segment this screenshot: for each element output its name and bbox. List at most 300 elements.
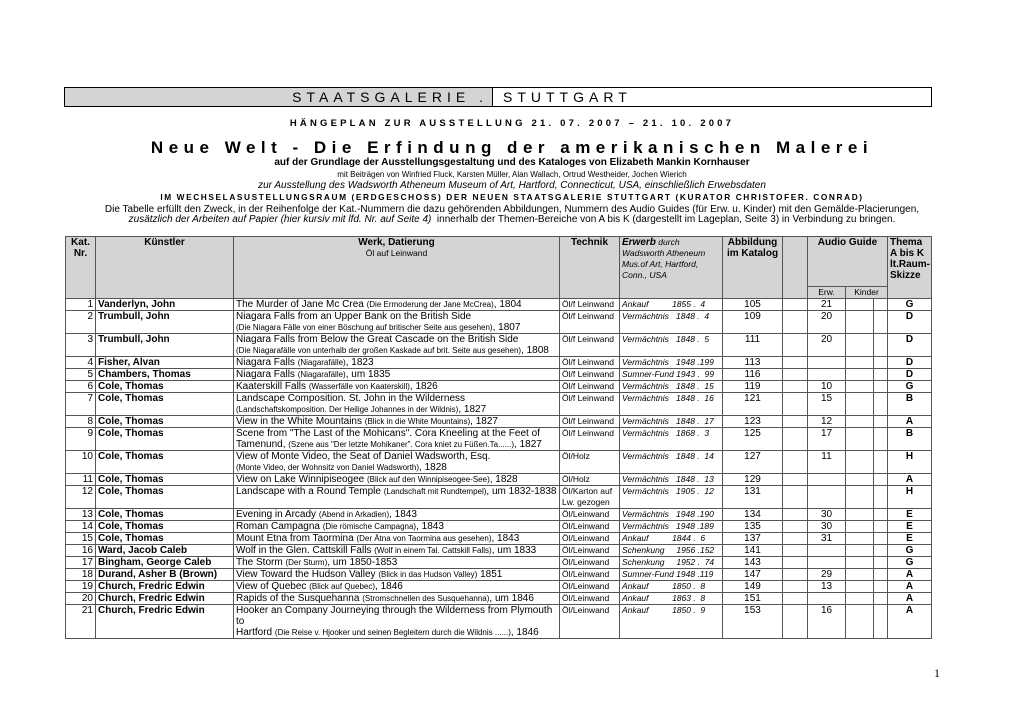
header-audio-erw: Erw. [808, 287, 846, 299]
blank-cell [783, 509, 808, 521]
artist-name: Bingham, George Caleb [96, 557, 234, 569]
acquisition: Vermächtnis 1848 . 15 [620, 381, 723, 393]
table-row [66, 428, 932, 451]
blank-cell [783, 451, 808, 474]
work-title-main: Landscape with a Round Temple [236, 486, 381, 497]
work-title-main: Roman Campagna [236, 521, 320, 532]
work-date: 1851 [477, 569, 503, 580]
table-row [66, 311, 932, 334]
theme-letter: A [888, 416, 932, 428]
catalog-figure: 105 [723, 299, 783, 311]
audio-adult: 11 [808, 451, 846, 474]
cat-number: 7 [66, 393, 96, 416]
audio-kids [846, 311, 874, 334]
blank-cell [783, 381, 808, 393]
audio-extra [874, 569, 888, 581]
catalog-figure: 111 [723, 334, 783, 357]
blank-cell [783, 416, 808, 428]
header-work-sub: Öl auf Leinwand [365, 248, 428, 258]
work-title-german: (Die Ermoderung der Jane McCrea) [366, 300, 494, 309]
audio-adult [808, 557, 846, 569]
work-title [234, 416, 560, 428]
table-row [66, 486, 932, 509]
audio-adult [808, 369, 846, 381]
audio-kids [846, 393, 874, 416]
cat-number: 11 [66, 474, 96, 486]
theme-letter: H [888, 486, 932, 509]
audio-adult [808, 486, 846, 509]
catalog-figure: 129 [723, 474, 783, 486]
acquisition: Vermächtnis 1848 . 17 [620, 416, 723, 428]
work-title-main: Scene from "The Last of the Mohicans". Cora Kneeling at the Feet of [236, 428, 540, 439]
catalog-figure: 137 [723, 533, 783, 545]
audio-adult: 29 [808, 569, 846, 581]
theme-letter: G [888, 299, 932, 311]
work-date: , 1843 [389, 509, 417, 520]
artist-name: Cole, Thomas [96, 416, 234, 428]
acquisition: Vermächtnis 1948 .189 [620, 521, 723, 533]
work-title-german: (Wasserfälle von Kaaterskill) [308, 382, 410, 391]
work-title-german: (Stromschnellen des Susquehanna) [362, 594, 490, 603]
acquisition: Sumner-Fund 1943 . 99 [620, 369, 723, 381]
theme-letter: D [888, 369, 932, 381]
blank-cell [783, 533, 808, 545]
acquisition: Vermächtnis 1848 . 4 [620, 311, 723, 334]
audio-kids [846, 416, 874, 428]
artist-name: Vanderlyn, John [96, 299, 234, 311]
technique: Öl/f Leinwand [560, 416, 620, 428]
audio-extra [874, 311, 888, 334]
purpose-line-2 [0, 214, 1024, 225]
audio-extra [874, 474, 888, 486]
audio-adult [808, 545, 846, 557]
work-title-german: (Abend in Arkadien) [318, 510, 390, 519]
work-title [234, 486, 560, 509]
technique: Öl/f Leinwand [560, 381, 620, 393]
work-date: , 1804 [493, 299, 522, 310]
catalog-figure: 141 [723, 545, 783, 557]
audio-extra [874, 299, 888, 311]
audio-extra [874, 416, 888, 428]
work-date-2: , 1808 [521, 345, 549, 356]
catalog-figure: 113 [723, 357, 783, 369]
theme-letter: B [888, 393, 932, 416]
work-title [234, 381, 560, 393]
technique: Öl/Karton auf Lw. gezogen [560, 486, 620, 509]
table-row [66, 545, 932, 557]
work-date: , um 1846 [489, 593, 534, 604]
purpose-rest: innerhalb der Themen-Bereiche von A bis K (dargestellt im Lageplan, Seite 3) in Verbindung zu bringen. [436, 214, 896, 225]
audio-adult: 15 [808, 393, 846, 416]
work-title-main: View in the White Mountains [236, 416, 362, 427]
work-title-main: View on Lake Winnipiseogee [236, 474, 365, 485]
theme-letter: A [888, 593, 932, 605]
artist-name: Trumbull, John [96, 334, 234, 357]
audio-kids [846, 605, 874, 639]
work-title-main: View Toward the Hudson Valley [236, 569, 376, 580]
header-technik: Technik [560, 237, 620, 299]
table-row [66, 334, 932, 357]
audio-adult: 30 [808, 521, 846, 533]
artist-name: Fisher, Alvan [96, 357, 234, 369]
work-date: , 1827 [470, 416, 498, 427]
technique: Öl/Leinwand [560, 545, 620, 557]
work-date: , um 1833 [491, 545, 537, 556]
work-title-german-2: (Die Niagarafälle von unterhalb der großen Kaskade auf brit. Seite aus gesehen) [236, 346, 522, 355]
audio-adult: 21 [808, 299, 846, 311]
work-title-german: (Der Sturm) [285, 558, 328, 567]
cat-number: 2 [66, 311, 96, 334]
audio-kids [846, 369, 874, 381]
cat-number: 16 [66, 545, 96, 557]
work-title [234, 451, 560, 474]
cat-number: 15 [66, 533, 96, 545]
acquisition: Ankauf 1844 . 6 [620, 533, 723, 545]
work-title [234, 474, 560, 486]
technique: Öl/Leinwand [560, 593, 620, 605]
work-title-german-2: (Szene aus "Der letzte Mohikaner". Cora kniet zu Füßen.Ta......) [288, 440, 515, 449]
header-erwerb-rest: durch Wadsworth Atheneum Mus.of Art, Hartford, Conn., USA [622, 237, 706, 280]
catalog-figure: 151 [723, 593, 783, 605]
audio-adult: 17 [808, 428, 846, 451]
catalog-figure: 116 [723, 369, 783, 381]
table-row [66, 381, 932, 393]
blank-cell [783, 581, 808, 593]
work-title-german-2: (Landschaftskomposition. Der Heilige Johannes in der Wildnis) [236, 405, 459, 414]
audio-extra [874, 605, 888, 639]
blank-cell [783, 334, 808, 357]
header-abbildung: Abbildung im Katalog [723, 237, 783, 299]
acquisition: Schenkung 1952 . 74 [620, 557, 723, 569]
work-date-2: , 1846 [510, 627, 539, 638]
technique: Öl/f Leinwand [560, 311, 620, 334]
acquisition: Sumner-Fund 1948 .119 [620, 569, 723, 581]
catalog-figure: 131 [723, 486, 783, 509]
work-title-main: View of Quebec [236, 581, 307, 592]
audio-extra [874, 557, 888, 569]
header-work-label: Werk, Datierung [358, 237, 435, 248]
audio-adult: 20 [808, 334, 846, 357]
audio-kids [846, 486, 874, 509]
audio-kids [846, 357, 874, 369]
technique: Öl/Leinwand [560, 533, 620, 545]
work-title-main: Niagara Falls [236, 357, 295, 368]
audio-kids [846, 381, 874, 393]
work-date: , 1826 [409, 381, 438, 392]
artist-name: Cole, Thomas [96, 428, 234, 451]
artist-name: Cole, Thomas [96, 509, 234, 521]
artist-name: Church, Fredric Edwin [96, 605, 234, 639]
header-nr: Kat. Nr. [66, 237, 96, 299]
audio-kids [846, 593, 874, 605]
hangeplan-heading: HÄNGEPLAN ZUR AUSSTELLUNG 21. 07. 2007 – 21. 10. 2007 [289, 118, 735, 129]
cat-number: 18 [66, 569, 96, 581]
blank-cell [783, 593, 808, 605]
purpose-line: Die Tabelle erfüllt den Zweck, in der Reihenfolge der Kat.-Nummern die dazu gehörenden Abbildungen, Nummern des Audio Guides (für Erw. u. Kinder) mit den Gemälde-Placierungen, [104, 204, 920, 215]
work-title [234, 533, 560, 545]
audio-extra [874, 428, 888, 451]
theme-letter: A [888, 474, 932, 486]
header-blank [783, 237, 808, 299]
work-title-german-2: (Die Niagara Fälle von einer Böschung auf britischer Seite aus gesehen) [236, 323, 493, 332]
technique: Öl/f Leinwand [560, 428, 620, 451]
catalog-figure: 149 [723, 581, 783, 593]
technique: Öl/Leinwand [560, 569, 620, 581]
work-title-main: Rapids of the Susquehanna [236, 593, 360, 604]
work-title [234, 311, 560, 334]
work-title-german: (Niagarafälle) [297, 370, 346, 379]
artist-name: Cole, Thomas [96, 393, 234, 416]
work-title [234, 593, 560, 605]
acquisition: Vermächtnis 1868 . 3 [620, 428, 723, 451]
blank-cell [783, 357, 808, 369]
work-date: , 1823 [345, 357, 374, 368]
technique: Öl/Leinwand [560, 509, 620, 521]
cat-number: 19 [66, 581, 96, 593]
catalog-figure: 123 [723, 416, 783, 428]
work-title-main: Kaaterskill Falls [236, 381, 307, 392]
blank-cell [783, 545, 808, 557]
audio-adult: 13 [808, 581, 846, 593]
artist-name: Church, Fredric Edwin [96, 581, 234, 593]
audio-extra [874, 486, 888, 509]
header-artist: Künstler [96, 237, 234, 299]
table-row [66, 393, 932, 416]
acquisition: Ankauf 1850 . 9 [620, 605, 723, 639]
theme-letter: A [888, 605, 932, 639]
technique: Öl/f Leinwand [560, 393, 620, 416]
acquisition: Ankauf 1855 . 4 [620, 299, 723, 311]
audio-extra [874, 593, 888, 605]
catalog-figure: 119 [723, 381, 783, 393]
catalog-figure: 135 [723, 521, 783, 533]
work-title-german: (Blick auf den Winnipiseogee-See) [367, 475, 490, 484]
catalog-figure: 147 [723, 569, 783, 581]
contributors-line: mit Beiträgen von Winfried Fluck, Karsten Müller, Alan Wallach, Ortrud Westheider, Jochen Wierich [337, 170, 687, 179]
theme-letter: D [888, 334, 932, 357]
technique: Öl/f Leinwand [560, 299, 620, 311]
cat-number: 1 [66, 299, 96, 311]
work-title-german: (Der Ätna von Taormina aus gesehen) [356, 534, 492, 543]
audio-extra [874, 545, 888, 557]
technique: Öl/Leinwand [560, 521, 620, 533]
work-title-main: Niagara Falls [236, 369, 295, 380]
audio-extra [874, 369, 888, 381]
cat-number: 9 [66, 428, 96, 451]
audio-extra [874, 509, 888, 521]
work-title [234, 569, 560, 581]
audio-kids [846, 299, 874, 311]
work-title-main: The Storm [236, 557, 283, 568]
table-row [66, 474, 932, 486]
artist-name: Cole, Thomas [96, 474, 234, 486]
acquisition: Vermächtnis 1848 . 14 [620, 451, 723, 474]
technique: Öl/f Leinwand [560, 334, 620, 357]
audio-adult: 10 [808, 381, 846, 393]
work-title [234, 581, 560, 593]
work-date-2: , 1827 [514, 439, 542, 450]
audio-kids [846, 557, 874, 569]
table-row [66, 593, 932, 605]
cat-number: 3 [66, 334, 96, 357]
page-number: 1 [934, 666, 940, 680]
work-date: , um 1835 [345, 369, 391, 380]
artist-name: Chambers, Thomas [96, 369, 234, 381]
audio-extra [874, 334, 888, 357]
audio-extra [874, 533, 888, 545]
work-title-german: (Blick auf Quebec) [309, 582, 376, 591]
technique: Öl/Holz [560, 451, 620, 474]
artist-name: Cole, Thomas [96, 486, 234, 509]
acquisition: Vermächtnis 1848 . 5 [620, 334, 723, 357]
hangplan-table [65, 236, 932, 639]
work-date: , 1843 [491, 533, 520, 544]
header-erwerb-bold: Erwerb [622, 237, 656, 248]
theme-letter: A [888, 569, 932, 581]
audio-adult: 12 [808, 416, 846, 428]
gallery-title-right: STUTTGART [503, 89, 632, 105]
acquisition: Vermächtnis 1948 .199 [620, 357, 723, 369]
theme-letter: E [888, 521, 932, 533]
work-title-german: (Niagarafälle) [297, 358, 346, 367]
work-date-2: , 1807 [492, 322, 521, 333]
audio-adult: 20 [808, 311, 846, 334]
theme-letter: G [888, 545, 932, 557]
table-row [66, 557, 932, 569]
technique: Öl/f Leinwand [560, 357, 620, 369]
work-title-cont: Tamenund, [236, 439, 286, 450]
catalog-figure: 143 [723, 557, 783, 569]
blank-cell [783, 569, 808, 581]
cat-number: 17 [66, 557, 96, 569]
header-audio: Audio Guide [808, 237, 888, 287]
catalog-figure: 109 [723, 311, 783, 334]
catalog-figure: 125 [723, 428, 783, 451]
acquisition: Vermächtnis 1905 . 12 [620, 486, 723, 509]
audio-extra [874, 521, 888, 533]
audio-adult [808, 474, 846, 486]
technique: Öl/f Leinwand [560, 369, 620, 381]
audio-kids [846, 521, 874, 533]
blank-cell [783, 557, 808, 569]
audio-kids [846, 533, 874, 545]
theme-letter: B [888, 428, 932, 451]
subtitle-line: auf der Grundlage der Ausstellungsgestaltung und des Kataloges von Elizabeth Mankin Kornhauser [274, 157, 750, 168]
audio-kids [846, 581, 874, 593]
artist-name: Church, Fredric Edwin [96, 593, 234, 605]
acquisition: Vermächtnis 1948 .190 [620, 509, 723, 521]
artist-name: Cole, Thomas [96, 533, 234, 545]
purpose-italic: zusätzlich der Arbeiten auf Papier (hier kursiv mit lfd. Nr. auf Seite 4) [128, 214, 432, 225]
work-title-cont: Hartford [236, 627, 273, 638]
catalog-figure: 121 [723, 393, 783, 416]
blank-cell [783, 311, 808, 334]
work-title [234, 369, 560, 381]
acquisition: Ankauf 1863 . 8 [620, 593, 723, 605]
work-title-main: Niagara Falls from Below the Great Cascade on the British Side [236, 334, 519, 345]
theme-letter: E [888, 533, 932, 545]
work-date-2: , 1827 [458, 404, 487, 415]
artist-name: Cole, Thomas [96, 451, 234, 474]
theme-letter: D [888, 357, 932, 369]
theme-letter: E [888, 509, 932, 521]
table-row [66, 369, 932, 381]
cat-number: 10 [66, 451, 96, 474]
theme-letter: G [888, 381, 932, 393]
cat-number: 12 [66, 486, 96, 509]
audio-kids [846, 428, 874, 451]
work-title-main: The Murder of Jane Mc Crea [236, 299, 364, 310]
table-row [66, 416, 932, 428]
technique: Öl/Leinwand [560, 605, 620, 639]
cat-number: 14 [66, 521, 96, 533]
catalog-figure: 127 [723, 451, 783, 474]
blank-cell [783, 369, 808, 381]
header-erwerb [620, 237, 723, 299]
cat-number: 5 [66, 369, 96, 381]
work-title [234, 557, 560, 569]
work-title-main: Evening in Arcady [236, 509, 317, 520]
work-title-main: Hooker an Company Journeying through the Wilderness from Plymouth to [236, 605, 553, 627]
work-title-main: Niagara Falls from an Upper Bank on the British Side [236, 311, 472, 322]
table-row [66, 299, 932, 311]
audio-kids [846, 569, 874, 581]
audio-adult: 16 [808, 605, 846, 639]
acquisition: Ankauf 1850 . 8 [620, 581, 723, 593]
gallery-title-left: STAATSGALERIE . [65, 88, 493, 106]
artist-name: Trumbull, John [96, 311, 234, 334]
work-title [234, 334, 560, 357]
work-title-german: (Die römische Campagna) [322, 522, 417, 531]
artist-name: Cole, Thomas [96, 381, 234, 393]
theme-letter: G [888, 557, 932, 569]
work-title-german: (Blick in das Hudson Valley) [378, 570, 478, 579]
technique: Öl/Leinwand [560, 581, 620, 593]
table-row [66, 533, 932, 545]
work-title-german: (Blick in die White Mountains) [364, 417, 471, 426]
work-date-2: , 1828 [419, 462, 447, 473]
catalog-figure: 134 [723, 509, 783, 521]
work-title [234, 299, 560, 311]
cat-number: 20 [66, 593, 96, 605]
theme-letter: H [888, 451, 932, 474]
table-row [66, 521, 932, 533]
work-title [234, 509, 560, 521]
work-title-main: Landscape Composition. St. John in the Wilderness [236, 393, 466, 404]
work-title [234, 428, 560, 451]
audio-adult [808, 593, 846, 605]
audio-extra [874, 381, 888, 393]
work-title [234, 521, 560, 533]
blank-cell [783, 486, 808, 509]
audio-adult [808, 357, 846, 369]
technique: Öl/Holz [560, 474, 620, 486]
blank-cell [783, 474, 808, 486]
work-date: , 1843 [416, 521, 444, 532]
theme-letter: D [888, 311, 932, 334]
audio-extra [874, 357, 888, 369]
work-title-main: Mount Etna from Taormina [236, 533, 354, 544]
blank-cell [783, 605, 808, 639]
table-row [66, 569, 932, 581]
table-row [66, 605, 932, 639]
catalog-figure: 153 [723, 605, 783, 639]
audio-extra [874, 451, 888, 474]
blank-cell [783, 299, 808, 311]
work-title-german: (Landschaft mit Rundtempel) [383, 487, 487, 496]
audio-kids [846, 474, 874, 486]
artist-name: Durand, Asher B (Brown) [96, 569, 234, 581]
